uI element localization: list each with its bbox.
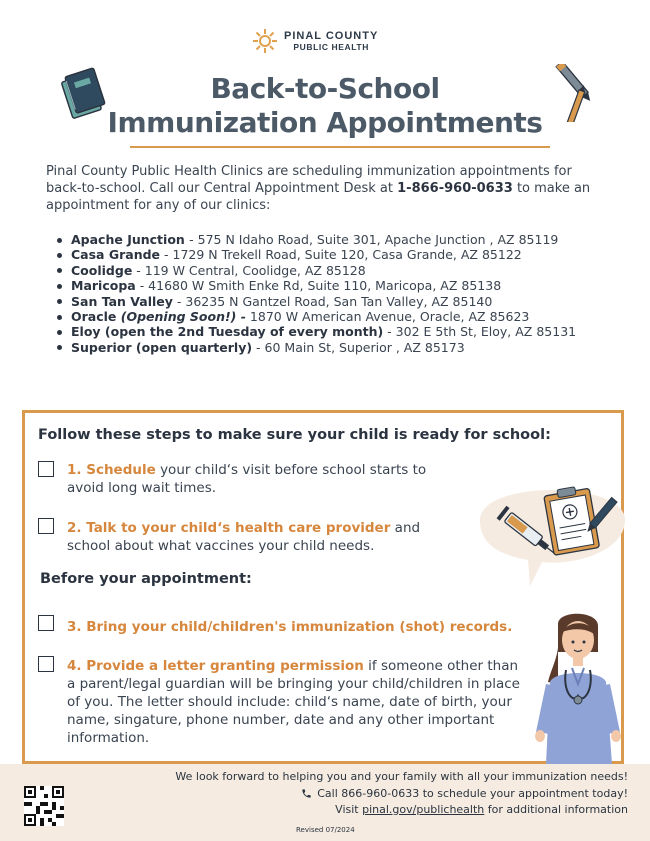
- step-4-text: if someone other than a parent/legal guardian will be bringing your child/children in place of you. The letter should include: child‘s name, date of birth, your name, singature, phone number, date and any other important information.: [67, 658, 520, 746]
- clinic-name: Superior (open quarterly): [71, 339, 253, 355]
- clinic-address: - 41680 W Smith Enke Rd, Suite 110, Maricopa, AZ 85138: [135, 278, 502, 294]
- clinic-item: [71, 309, 631, 324]
- intro-text-after: to make an appointment for any of our clinics:: [46, 181, 591, 213]
- clinic-address: - 119 W Central, Coolidge, AZ 85128: [132, 262, 366, 278]
- page-title: [0, 72, 650, 140]
- step-1-checkbox[interactable]: [38, 461, 54, 477]
- sun-icon: [252, 28, 278, 54]
- clinic-name: Oracle: [71, 309, 121, 325]
- clinic-address: - 60 Main St, Superior , AZ 85173: [252, 339, 465, 355]
- intro-paragraph: [46, 163, 606, 214]
- step-4-checkbox[interactable]: [38, 656, 54, 672]
- clinic-item: [71, 263, 631, 278]
- clinic-name: Eloy (open the 2nd Tuesday of every month): [71, 324, 384, 340]
- clinic-item: [71, 278, 631, 293]
- footer-website-link[interactable]: pinal.gov/publichealth: [362, 803, 485, 816]
- clinic-item: [71, 294, 631, 309]
- intro-phone: 1-866-960-0633: [397, 181, 513, 196]
- clinic-address: - 302 E 5th St, Eloy, AZ 85131: [383, 324, 577, 340]
- nurse-illustration: [528, 612, 628, 764]
- clinic-name: Apache Junction: [71, 232, 190, 247]
- footer-visit-after: for additional information: [484, 803, 628, 816]
- clinic-status: (Opening Soon!) -: [120, 309, 246, 325]
- clinic-address: - 36235 N Gantzel Road, San Tan Valley, AZ 85140: [172, 293, 493, 309]
- clinic-list: [71, 232, 631, 355]
- title-divider: [130, 146, 550, 148]
- step-4: [67, 657, 525, 747]
- footer-visit: [335, 803, 628, 816]
- clinic-name: San Tan Valley: [71, 293, 173, 309]
- clinic-item: [71, 247, 631, 262]
- step-4-highlight: 4. Provide a letter granting permission: [67, 658, 364, 674]
- clinic-name: Coolidge: [71, 262, 133, 278]
- step-1: [67, 461, 457, 497]
- pinal-county-logo: [252, 28, 378, 54]
- before-heading: Before your appointment:: [40, 571, 252, 587]
- qr-code[interactable]: [24, 786, 64, 826]
- title-line-1: Back-to-School: [210, 72, 440, 105]
- footer-call: [301, 787, 628, 800]
- step-1-text: your child‘s visit before school starts to avoid long wait times.: [67, 462, 427, 496]
- vaccine-illustration: [470, 458, 635, 588]
- clinic-address: - 575 N Idaho Road, Suite 301, Apache Junction , AZ 85119: [189, 232, 559, 247]
- clinic-address: 1870 W American Avenue, Oracle, AZ 85623: [245, 309, 530, 325]
- logo-line-1: PINAL COUNTY: [284, 29, 379, 42]
- clinic-name: Maricopa: [71, 278, 136, 294]
- footer-call-text: Call 866-960-0633 to schedule your appointment today!: [317, 787, 628, 800]
- step-3-highlight: 3. Bring your child/children's immunization (shot) records.: [67, 619, 513, 635]
- clinic-address: - 1729 N Trekell Road, Suite 120, Casa Grande, AZ 85122: [160, 247, 522, 263]
- step-2-checkbox[interactable]: [38, 518, 54, 534]
- footer-visit-before: Visit: [335, 803, 363, 816]
- step-3-checkbox[interactable]: [38, 615, 54, 631]
- steps-heading: Follow these steps to make sure your child is ready for school:: [38, 427, 551, 443]
- clinic-name: Casa Grande: [71, 247, 161, 263]
- step-2-highlight: 2. Talk to your child‘s health care provider: [67, 520, 391, 536]
- clinic-item: [71, 324, 631, 339]
- footer-message: We look forward to helping you and your family with all your immunization needs!: [175, 770, 628, 783]
- intro-text-before: Pinal County Public Health Clinics are scheduling immunization appointments for back-to-school. Call our Central Appointment Desk at: [46, 164, 572, 196]
- phone-icon: [301, 788, 312, 799]
- title-line-2: Immunization Appointments: [107, 106, 543, 139]
- logo-line-2: PUBLIC HEALTH: [293, 41, 369, 52]
- step-2-text: and school about what vaccines your child needs.: [67, 520, 421, 554]
- step-2: [67, 519, 467, 555]
- revised-date: Revised 07/2024: [296, 826, 355, 834]
- step-1-highlight: 1. Schedule: [67, 462, 156, 478]
- clinic-item: [71, 232, 631, 247]
- step-3: [67, 618, 517, 636]
- clinic-item: [71, 340, 631, 355]
